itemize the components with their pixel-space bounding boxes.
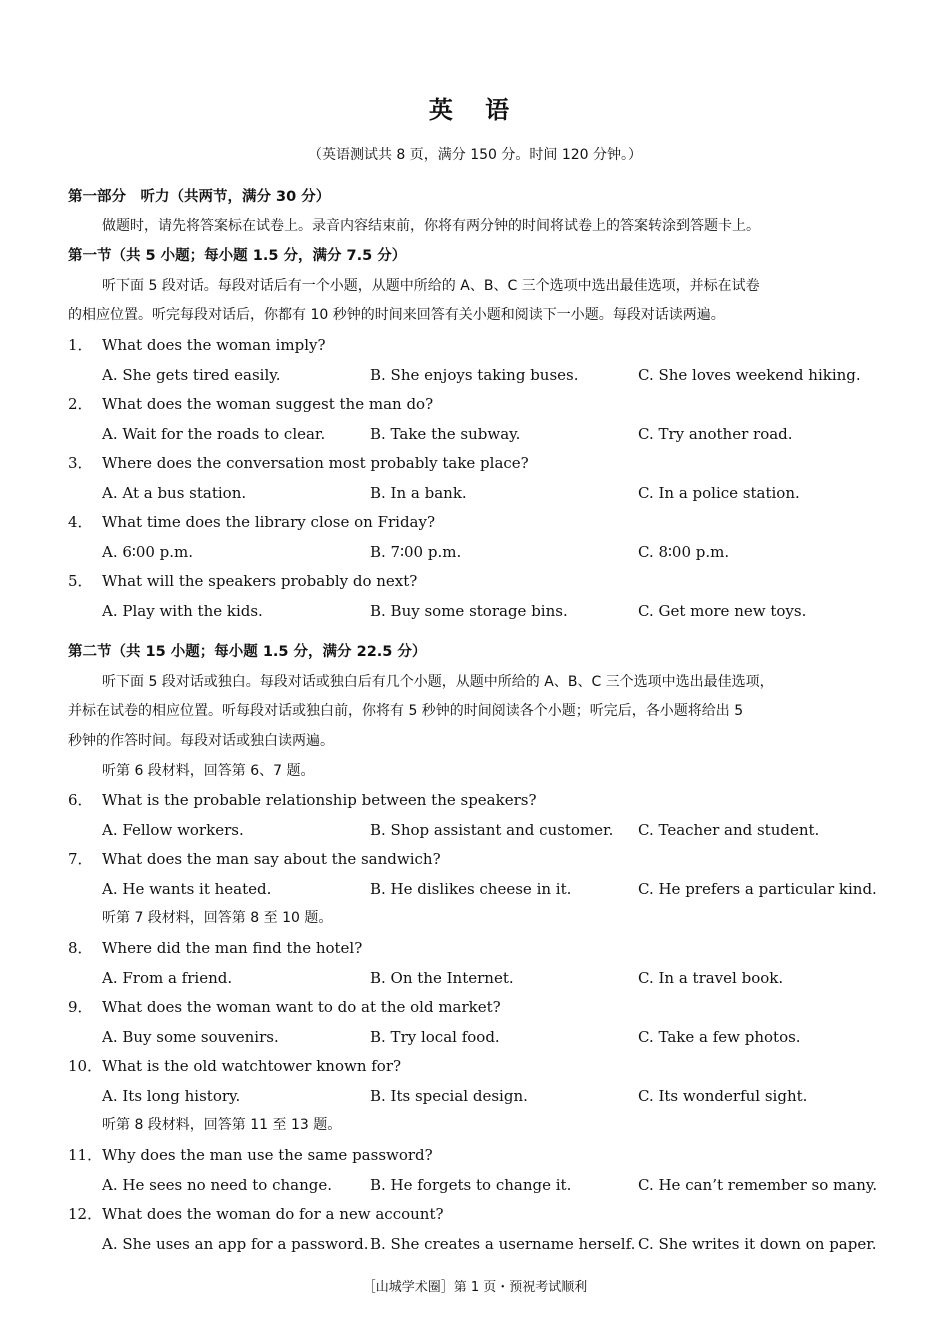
option-c: C. He can’t remember so many. xyxy=(638,1176,878,1194)
section2-intro-line2: 并标在试卷的相应位置。听每段对话或独白前，你将有 5 秒钟的时间阅读各个小题；听完后，各小题将给出 5 xyxy=(68,703,744,719)
option-b: B. 7∶00 p.m. xyxy=(370,543,462,561)
question-number: 8． xyxy=(68,939,93,957)
option-c: C. Get more new toys. xyxy=(638,602,807,620)
option-b: B. Buy some storage bins. xyxy=(370,602,568,620)
question-text: What does the woman want to do at the old market? xyxy=(102,998,501,1016)
page-footer: ［山城学术圈］第 1 页・预祝考试顺利 xyxy=(362,1280,588,1295)
question-number: 1． xyxy=(68,336,93,354)
question-number: 2． xyxy=(68,395,93,413)
option-c: C. Try another road. xyxy=(638,425,793,443)
option-c: C. She loves weekend hiking. xyxy=(638,366,861,384)
option-a: A. Fellow workers. xyxy=(102,821,244,839)
question-11 xyxy=(68,1145,884,1165)
option-a: A. He wants it heated. xyxy=(102,880,272,898)
option-c: C. Its wonderful sight. xyxy=(638,1087,808,1105)
option-c: C. Teacher and student. xyxy=(638,821,820,839)
question-number: 9． xyxy=(68,998,93,1016)
option-a: A. Play with the kids. xyxy=(102,602,263,620)
section2-heading: 第二节（共 15 小题；每小题 1.5 分，满分 22.5 分） xyxy=(68,644,427,660)
option-b: B. In a bank. xyxy=(370,484,467,502)
option-a: A. Its long history. xyxy=(102,1087,241,1105)
question-text: What does the woman do for a new account? xyxy=(102,1205,444,1223)
question-number: 7． xyxy=(68,850,93,868)
material-7-note: 听第 7 段材料，回答第 8 至 10 题。 xyxy=(102,910,333,926)
question-text: What does the man say about the sandwich? xyxy=(102,850,441,868)
option-c: C. In a police station. xyxy=(638,484,800,502)
question-11-options xyxy=(68,1175,918,1195)
part1-intro: 做题时，请先将答案标在试卷上。录音内容结束前，你将有两分钟的时间将试卷上的答案转涂到答题卡上。 xyxy=(102,218,760,234)
option-a: A. At a bus station. xyxy=(102,484,247,502)
question-9-options xyxy=(68,1027,918,1047)
option-b: B. Shop assistant and customer. xyxy=(370,821,614,839)
option-c: C. He prefers a particular kind. xyxy=(638,880,877,898)
option-a: A. He sees no need to change. xyxy=(102,1176,332,1194)
question-5 xyxy=(68,571,884,591)
question-8 xyxy=(68,938,884,958)
option-b: B. On the Internet. xyxy=(370,969,514,987)
section1-intro-line1: 听下面 5 段对话。每段对话后有一个小题，从题中所给的 A、B、C 三个选项中选出最佳选项，并标在试卷 xyxy=(102,278,760,294)
question-8-options xyxy=(68,968,918,988)
question-number: 6． xyxy=(68,791,93,809)
section1-intro-line2: 的相应位置。听完每段对话后，你都有 10 秒钟的时间来回答有关小题和阅读下一小题。每段对话读两遍。 xyxy=(68,307,725,323)
question-1-options xyxy=(68,365,918,385)
option-b: B. He forgets to change it. xyxy=(370,1176,572,1194)
question-7 xyxy=(68,849,884,869)
question-4 xyxy=(68,512,884,532)
option-c: C. She writes it down on paper. xyxy=(638,1235,877,1253)
question-number: 4． xyxy=(68,513,93,531)
option-c: C. 8∶00 p.m. xyxy=(638,543,730,561)
page-title: 英 语 xyxy=(428,96,522,124)
question-text: Where does the conversation most probably take place? xyxy=(102,454,529,472)
material-8-note: 听第 8 段材料，回答第 11 至 13 题。 xyxy=(102,1117,342,1133)
option-b: B. Take the subway. xyxy=(370,425,521,443)
section2-intro-line1: 听下面 5 段对话或独白。每段对话或独白后有几个小题，从题中所给的 A、B、C 三个选项中选出最佳选项， xyxy=(102,674,774,690)
question-text: What does the woman suggest the man do? xyxy=(102,395,434,413)
question-text: What is the old watchtower known for? xyxy=(102,1057,402,1075)
exam-info: （英语测试共 8 页，满分 150 分。时间 120 分钟。） xyxy=(307,147,643,163)
question-number: 5． xyxy=(68,572,93,590)
question-text: Why does the man use the same password? xyxy=(102,1146,433,1164)
material-6-note: 听第 6 段材料，回答第 6、7 题。 xyxy=(102,763,315,779)
option-a: A. She uses an app for a password. xyxy=(102,1235,369,1253)
option-b: B. He dislikes cheese in it. xyxy=(370,880,572,898)
question-9 xyxy=(68,997,884,1017)
option-a: A. From a friend. xyxy=(102,969,233,987)
question-3-options xyxy=(68,483,918,503)
option-a: A. She gets tired easily. xyxy=(102,366,281,384)
section1-heading: 第一节（共 5 小题；每小题 1.5 分，满分 7.5 分） xyxy=(68,248,407,264)
part1-heading: 第一部分 听力（共两节，满分 30 分） xyxy=(68,189,331,205)
question-2 xyxy=(68,394,884,414)
question-number: 11． xyxy=(68,1146,103,1164)
question-number: 10． xyxy=(68,1057,103,1075)
question-3 xyxy=(68,453,884,473)
question-text: Where did the man find the hotel? xyxy=(102,939,363,957)
question-text: What does the woman imply? xyxy=(102,336,326,354)
option-a: A. Wait for the roads to clear. xyxy=(102,425,326,443)
option-c: C. In a travel book. xyxy=(638,969,784,987)
question-10-options xyxy=(68,1086,918,1106)
question-number: 3． xyxy=(68,454,93,472)
option-b: B. She enjoys taking buses. xyxy=(370,366,579,384)
option-a: A. 6∶00 p.m. xyxy=(102,543,194,561)
question-5-options xyxy=(68,601,918,621)
question-1 xyxy=(68,335,884,355)
option-b: B. Its special design. xyxy=(370,1087,528,1105)
question-number: 12． xyxy=(68,1205,103,1223)
question-6 xyxy=(68,790,884,810)
option-b: B. Try local food. xyxy=(370,1028,500,1046)
question-12 xyxy=(68,1204,884,1224)
question-10 xyxy=(68,1056,884,1076)
question-4-options xyxy=(68,542,918,562)
question-12-options xyxy=(68,1234,918,1254)
question-7-options xyxy=(68,879,918,899)
option-b: B. She creates a username herself. xyxy=(370,1235,636,1253)
option-c: C. Take a few photos. xyxy=(638,1028,801,1046)
question-text: What is the probable relationship between the speakers? xyxy=(102,791,537,809)
question-text: What will the speakers probably do next? xyxy=(102,572,418,590)
question-text: What time does the library close on Friday? xyxy=(102,513,436,531)
question-6-options xyxy=(68,820,918,840)
option-a: A. Buy some souvenirs. xyxy=(102,1028,279,1046)
question-2-options xyxy=(68,424,918,444)
section2-intro-line3: 秒钟的作答时间。每段对话或独白读两遍。 xyxy=(68,733,334,749)
